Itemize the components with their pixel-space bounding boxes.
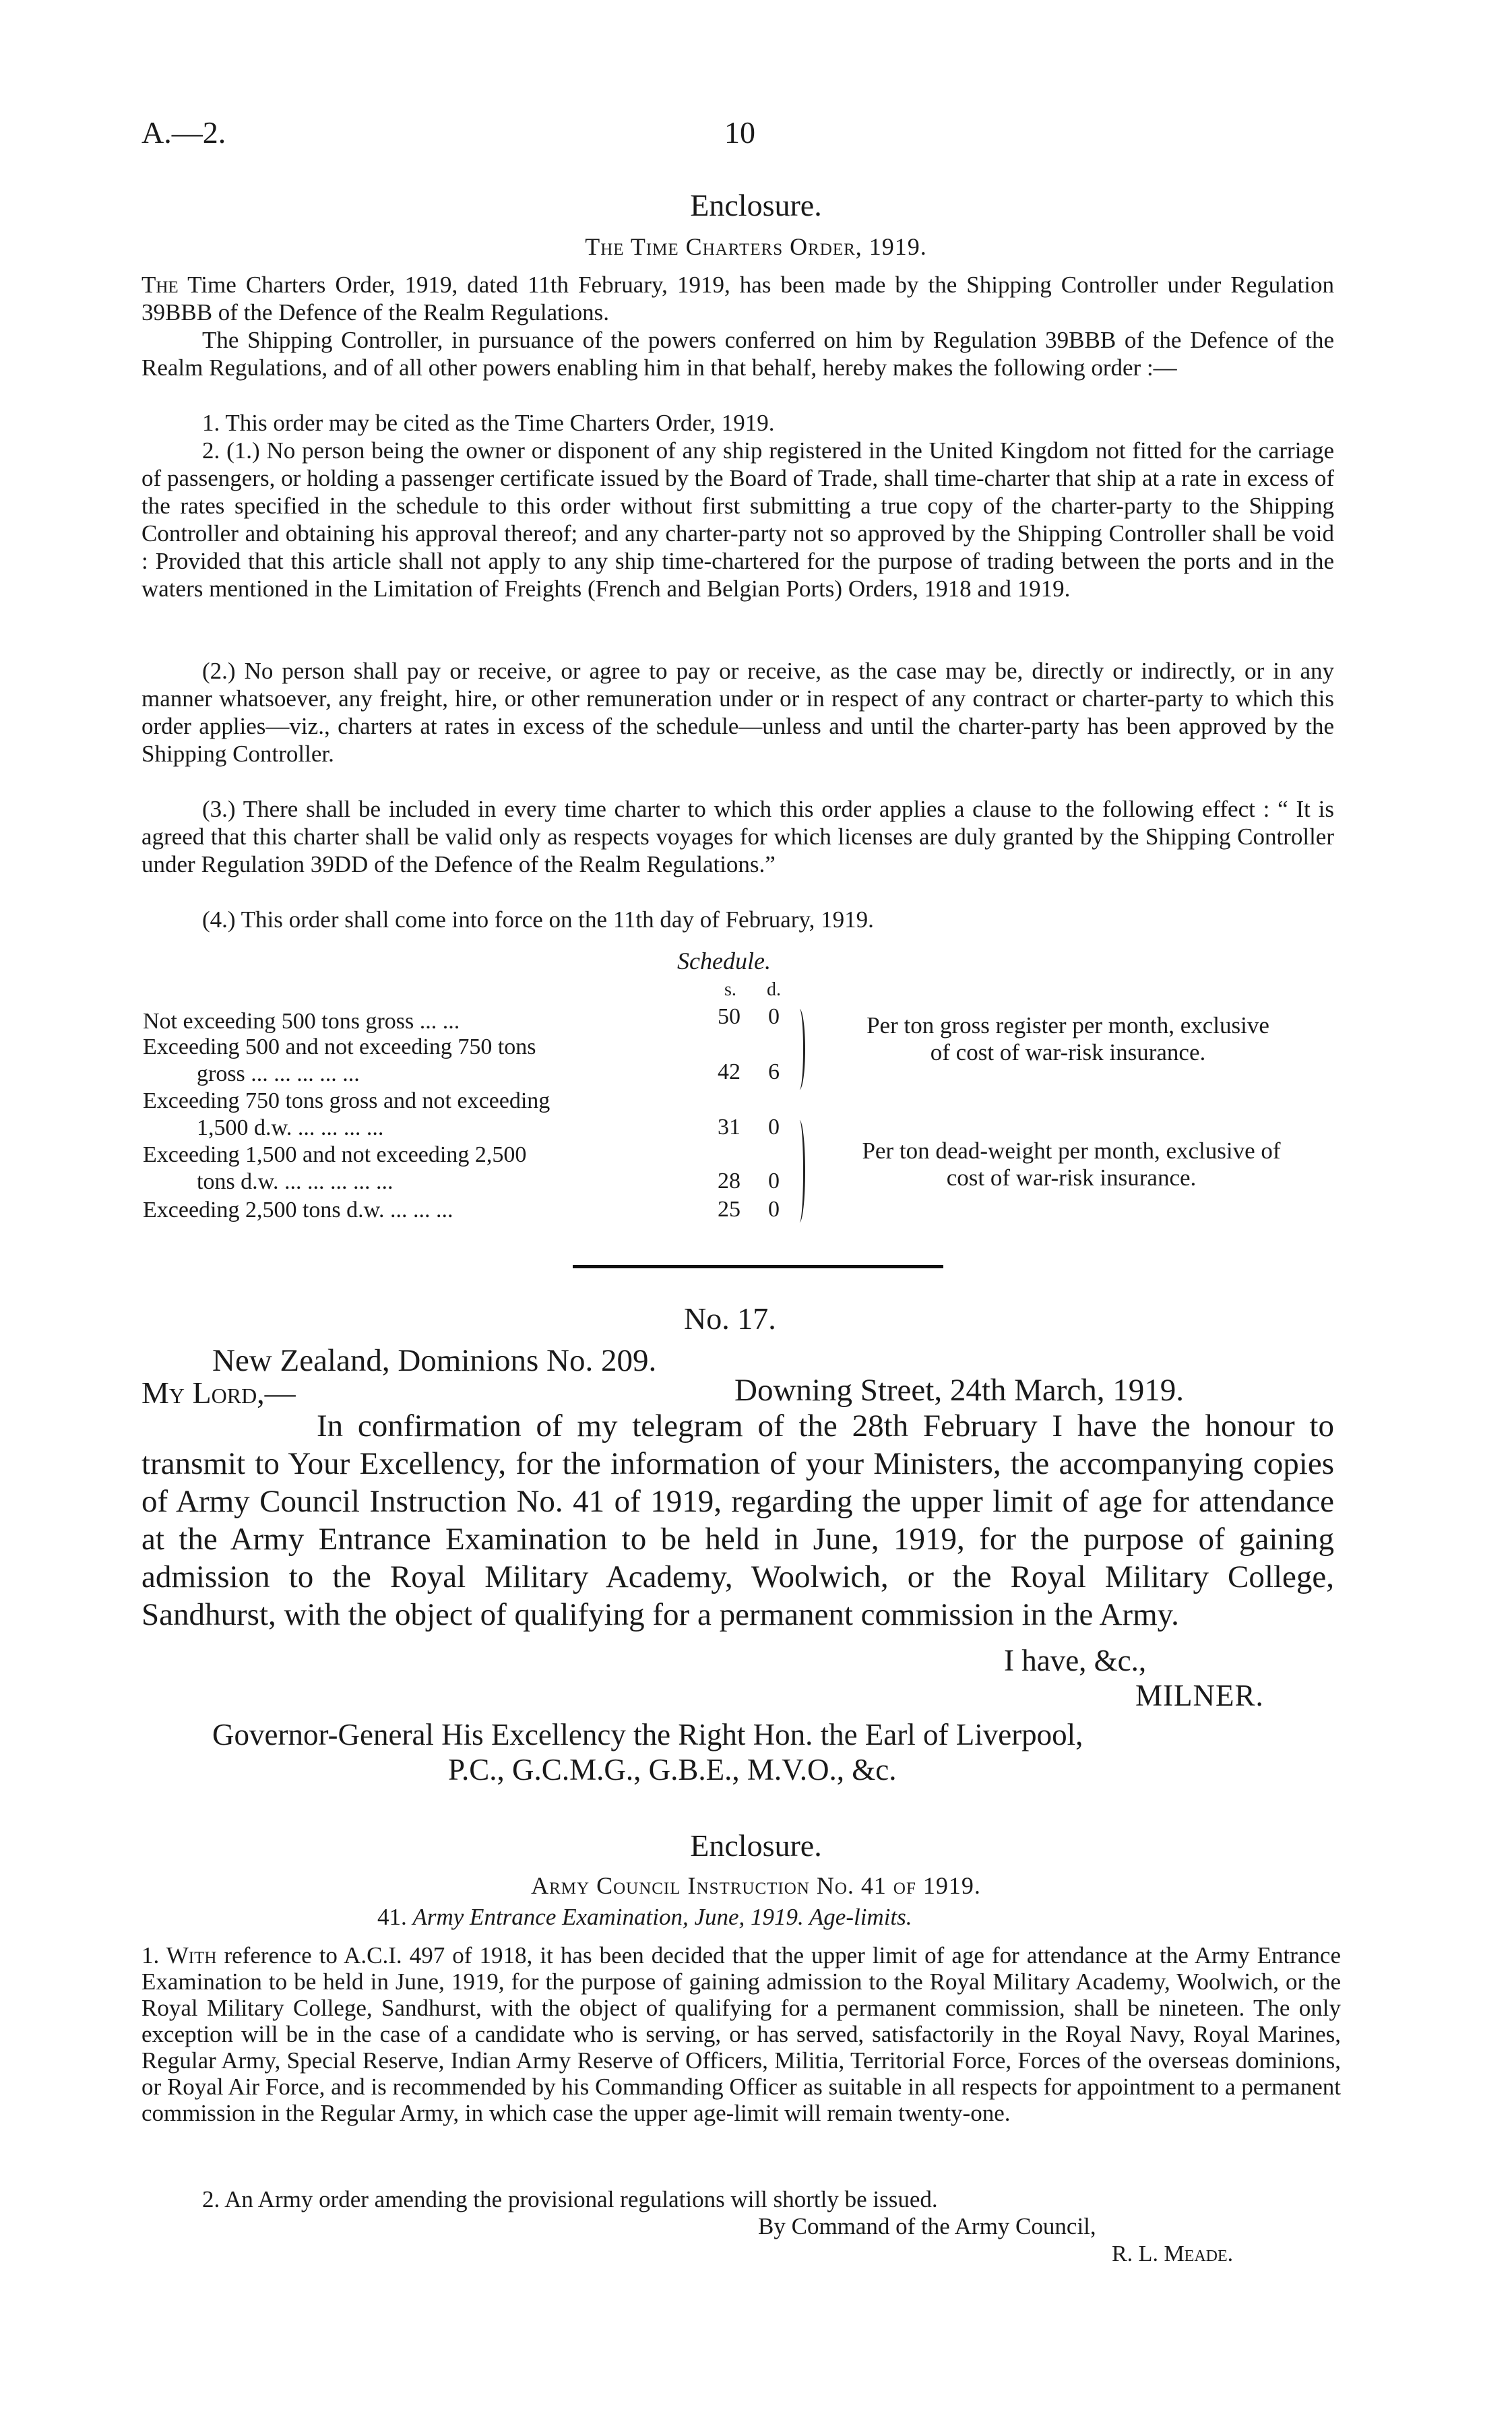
addressee-line1: Governor-General His Excellency the Right Hon. the Earl of Liverpool, <box>212 1718 1083 1751</box>
despatch-reference: New Zealand, Dominions No. 209. <box>212 1343 657 1378</box>
instruction-para-1-text: reference to A.C.I. 497 of 1918, it has been decided that the upper limit of age for attendance at the Army Entrance Examination to be held in June, 1919, for the purpose of gaining admission to the Royal Military Academy, Woolwich, or the Royal Military College, Sandhurst, with the object of qualifying for a permanent commission, shall be nineteen. The only exception will be in the case of a candidate who is serving, or has served, satisfactorily in the Royal Navy, Royal Marines, Regular Army, Special Reserve, Indian Army Reserve of Officers, Militia, Territorial Force, Forces of the overseas dominions, or Royal Air Force, and is recommended by his Commanding Officer as suitable in all respects for appointment to a permanent commission in the Regular Army, in which case the upper age-limit will remain twenty-one. <box>141 1942 1341 2126</box>
schedule-row-pence: 0 <box>768 1004 780 1029</box>
despatch-number: No. 17. <box>684 1301 776 1336</box>
schedule-row-shillings: 25 <box>718 1197 741 1222</box>
brace-gross <box>794 1009 805 1090</box>
closing: I have, &c., <box>1004 1644 1147 1677</box>
schedule-col-s: s. <box>724 979 736 1000</box>
schedule-row-desc-cont: gross ... ... ... ... ... <box>197 1061 360 1086</box>
instruction-para-1 <box>141 1942 1341 2126</box>
schedule-note-deadweight-line2: cost of war-risk insurance. <box>946 1165 1197 1191</box>
order-title: The Time Charters Order, 1919. <box>585 233 927 260</box>
schedule-note-deadweight-line1: Per ton dead-weight per month, exclusive of <box>862 1138 1281 1164</box>
page-reference: A.—2. <box>141 115 226 150</box>
schedule-row-desc: Exceeding 1,500 and not exceeding 2,500 <box>143 1142 527 1167</box>
article-1: 1. This order may be cited as the Time Charters Order, 1919. <box>202 410 775 436</box>
intro-lead: The <box>141 272 179 298</box>
instruction-para-1-lead: 1. With <box>141 1942 217 1968</box>
schedule-row-shillings: 31 <box>718 1115 741 1140</box>
schedule-row-shillings: 28 <box>718 1169 741 1193</box>
schedule-col-d: d. <box>767 979 781 1000</box>
instruction-subtitle <box>377 1904 912 1931</box>
schedule-row <box>143 1034 536 1088</box>
schedule-note-gross-line2: of cost of war-risk insurance. <box>930 1039 1206 1065</box>
article-2-4: (4.) This order shall come into force on the 11th day of February, 1919. <box>202 906 874 933</box>
schedule-row-pence: 6 <box>768 1059 780 1084</box>
enclosure2-title: Enclosure. <box>690 1828 822 1863</box>
despatch-body: In confirmation of my telegram of the 28th February I have the honour to transmit to Your Excellency, for the information of your Ministers, the accompanying copies of Army Council Instruction No. 41 of 1919, regarding the upper limit of age for attendance at the Army Entrance Examination to be held in June, 1919, for the purpose of gaining admission to the Royal Military Academy, Woolwich, or the Royal Military College, Sandhurst, with the object of qualifying for a permanent commission in the Army. <box>141 1408 1334 1632</box>
schedule-note-gross-line1: Per ton gross register per month, exclusive <box>867 1012 1269 1038</box>
signed-by: R. L. Meade. <box>1112 2241 1234 2266</box>
schedule-row-desc: Exceeding 500 and not exceeding 750 tons <box>143 1034 536 1059</box>
intro-paragraph <box>141 271 1334 326</box>
schedule-row <box>143 1088 550 1142</box>
article-2-2: (2.) No person shall pay or receive, or agree to pay or receive, as the case may be, directly or indirectly, or in any manner whatsoever, any freight, hire, or other remuneration under or in respect of any contract or charter-party to which this order applies—viz., charters at rates in excess of the schedule—unless and until the charter-party has been approved by the Shipping Controller. <box>141 658 1334 767</box>
signature: MILNER. <box>1135 1679 1264 1712</box>
address-date: Downing Street, 24th March, 1919. <box>734 1373 1185 1408</box>
schedule-row <box>143 1008 709 1035</box>
schedule-note-gross <box>812 1012 1324 1066</box>
page-number: 10 <box>724 115 755 150</box>
schedule-row-pence: 0 <box>768 1197 780 1222</box>
schedule-row-desc-cont: tons d.w. ... ... ... ... ... <box>197 1169 393 1194</box>
schedule-title: Schedule. <box>677 948 771 974</box>
schedule-row-pence: 0 <box>768 1115 780 1140</box>
schedule-row <box>143 1197 453 1224</box>
schedule-row-shillings: 50 <box>718 1004 741 1029</box>
brace-deadweight <box>794 1120 805 1222</box>
addressee-line2: P.C., G.C.M.G., G.B.E., M.V.O., &c. <box>448 1753 897 1787</box>
schedule-row-desc: Exceeding 750 tons gross and not exceeding <box>143 1088 550 1113</box>
by-command: By Command of the Army Council, <box>758 2213 1096 2239</box>
section-divider <box>573 1265 943 1268</box>
enclosure-title: Enclosure. <box>690 188 822 222</box>
instruction-title: Army Council Instruction No. 41 of 1919. <box>531 1872 981 1899</box>
article-2-3: (3.) There shall be included in every time charter to which this order applies a clause to the following effect : “ It is agreed that this charter shall be valid only as respects voyages for which licenses are duly granted by the Shipping Controller under Regulation 39DD of the Defence of the Realm Regulations.” <box>141 796 1334 877</box>
schedule-row <box>143 1142 526 1196</box>
schedule-row-shillings: 42 <box>718 1059 741 1084</box>
salutation: My Lord,— <box>141 1375 296 1410</box>
schedule-row-desc-cont: 1,500 d.w. ... ... ... ... <box>197 1115 384 1140</box>
instruction-subtitle-number: 41. <box>377 1904 407 1930</box>
intro-text: Time Charters Order, 1919, dated 11th February, 1919, has been made by the Shipping Controller under Regulation 39BBB of the Defence of the Realm Regulations. <box>141 272 1334 325</box>
schedule-row-desc: Exceeding 2,500 tons d.w. ... ... ... <box>143 1198 453 1222</box>
instruction-subtitle-text: Army Entrance Examination, June, 1919. Age-limits. <box>412 1904 912 1930</box>
schedule-row-pence: 0 <box>768 1169 780 1193</box>
schedule-row-desc: Not exceeding 500 tons gross ... ... <box>143 1009 460 1034</box>
preamble-paragraph: The Shipping Controller, in pursuance of the powers conferred on him by Regulation 39BBB of the Defence of the Realm Regulations, and of all other powers enabling him in that behalf, hereby makes the following order :— <box>141 327 1334 381</box>
schedule-note-deadweight <box>812 1138 1331 1191</box>
article-2-1: 2. (1.) No person being the owner or disponent of any ship registered in the United Kingdom not fitted for the carriage of passengers, or holding a passenger certificate issued by the Board of Trade, shall time-charter that ship at a rate in excess of the rates specified in the schedule to this order without first submitting a true copy of the charter-party to the Shipping Controller and obtaining his approval thereof; and any charter-party not so approved by the Shipping Controller shall be void : Provided that this article shall not apply to any ship time-chartered for the purpose of trading between the ports and in the waters mentioned in the Limitation of Freights (French and Belgian Ports) Orders, 1918 and 1919. <box>141 437 1334 602</box>
instruction-para-2: 2. An Army order amending the provisional regulations will shortly be issued. <box>202 2186 938 2212</box>
